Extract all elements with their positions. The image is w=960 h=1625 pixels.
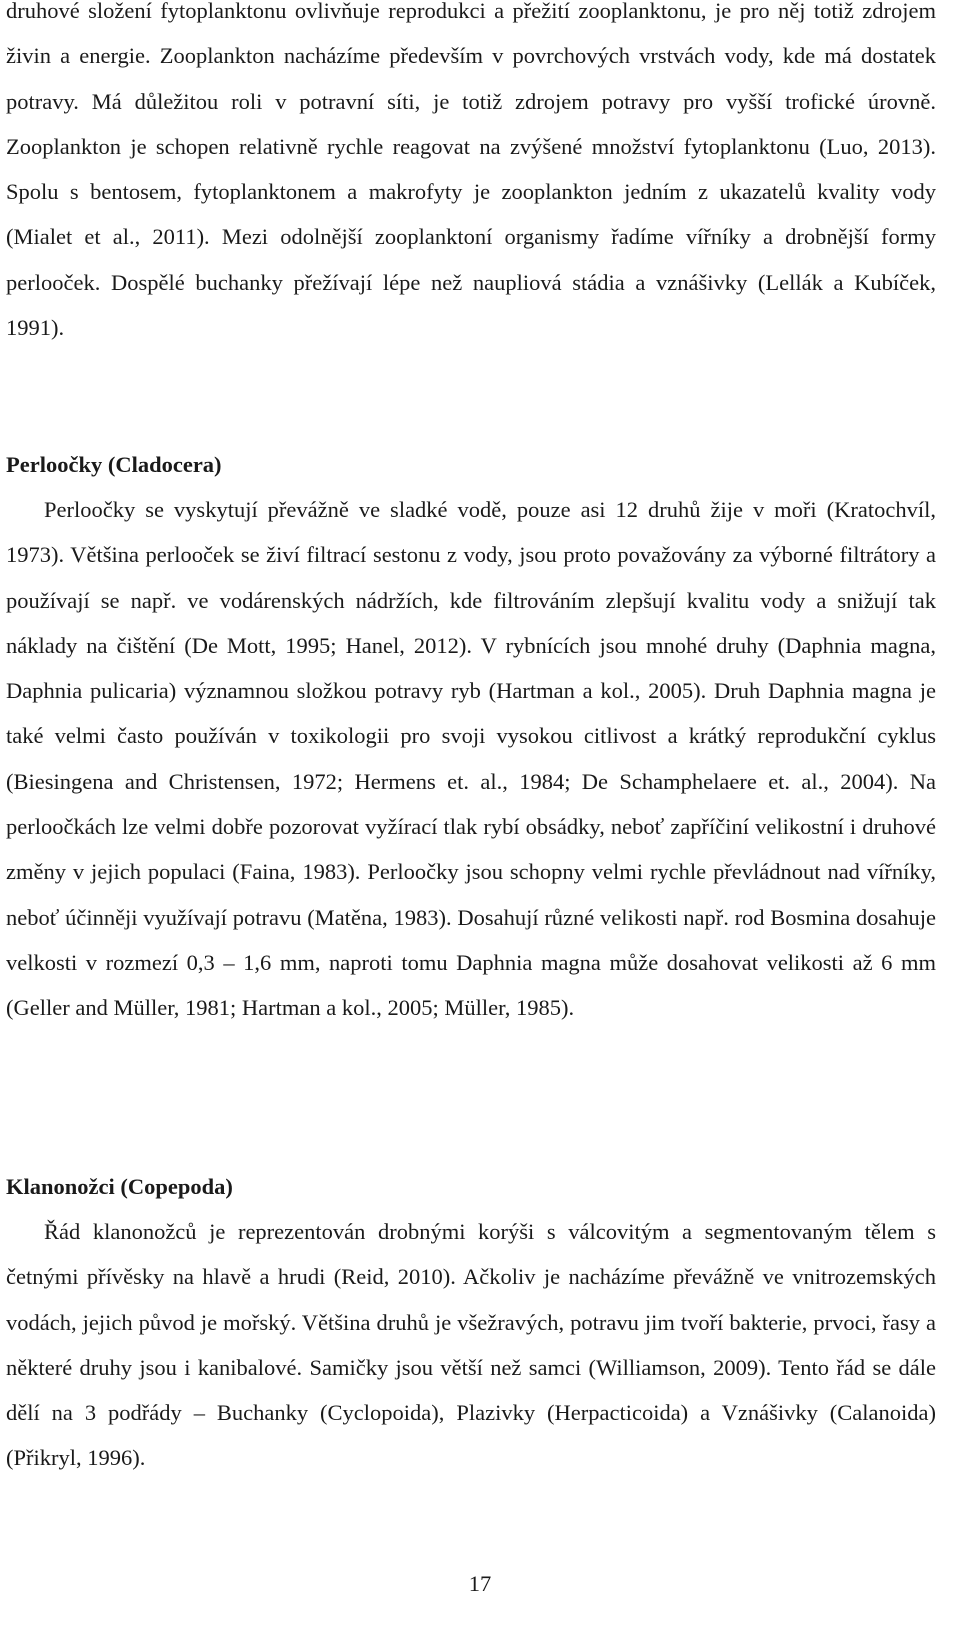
- paragraph-copepoda: Řád klanonožců je reprezentován drobnými korýši s válcovitým a segmentovaným tělem s četnými přívěsky na hlavě a hrudi (Reid, 2010). Ačkoliv je nacházíme převážně ve vnitrozemských vodách, jejich původ je mořský. Většina druhů je všežravých, potravu jim tvoří bakterie, prvoci, řasy a některé druhy jsou i kanibalové. Samičky jsou větší než samci (Williamson, 2009). Tento řád se dále dělí na 3 podřády – Buchanky (Cyclopoida), Plazivky (Herpacticoida) a Vznášivky (Calanoida) (Přikryl, 1996).: [6, 1219, 936, 1471]
- heading-copepoda: Klanonožci (Copepoda): [6, 1174, 233, 1199]
- paragraph-cladocera: Perloočky se vyskytují převážně ve sladké vodě, pouze asi 12 druhů žije v moři (Kratochvíl, 1973). Většina perlooček se živí filtrací sestonu z vody, jsou proto považovány za výborné filtrátory a používají se např. ve vodárenských nádržích, kde filtrováním zlepšují kvalitu vody a snižují tak náklady na čištění (De Mott, 1995; Hanel, 2012). V rybnících jsou mnohé druhy (Daphnia magna, Daphnia pulicaria) významnou složkou potravy ryb (Hartman a kol., 2005). Druh Daphnia magna je také velmi často používán v toxikologii pro svoji vysokou citlivost a krátký reprodukční cyklus (Biesingena and Christensen, 1972; Hermens et. al., 1984; De Schamphelaere et. al., 2004). Na perloočkách lze velmi dobře pozorovat vyžírací tlak rybí obsádky, neboť zapříčiní velikostní i druhové změny v jejich populaci (Faina, 1983). Perloočky jsou schopny velmi rychle převládnout nad vířníky, neboť účinněji využívají potravu (Matěna, 1983). Dosahují různé velikosti např. rod Bosmina dosahuje velkosti v rozmezí 0,3 – 1,6 mm, naproti tomu Daphnia magna může dosahovat velikosti až 6 mm (Geller and Müller, 1981; Hartman a kol., 2005; Müller, 1985).: [6, 497, 936, 1021]
- heading-cladocera: Perloočky (Cladocera): [6, 452, 222, 477]
- paragraph-zooplankton: druhové složení fytoplanktonu ovlivňuje reprodukci a přežití zooplanktonu, je pro něj totiž zdrojem živin a energie. Zooplankton nacházíme především v povrchových vrstvách vody, kde má dostatek potravy. Má důležitou roli v potravní síti, je totiž zdrojem potravy pro vyšší trofické úrovně. Zooplankton je schopen relativně rychle reagovat na zvýšené množství fytoplanktonu (Luo, 2013). Spolu s bentosem, fytoplanktonem a makrofyty je zooplankton jedním z ukazatelů kvality vody (Mialet et al., 2011). Mezi odolnější zooplanktoní organismy řadíme vířníky a drobnější formy perlooček. Dospělé buchanky přežívají lépe než naupliová stádia a vznášivky (Lellák a Kubíček, 1991).: [6, 0, 936, 341]
- page-number: 17: [468, 1571, 492, 1596]
